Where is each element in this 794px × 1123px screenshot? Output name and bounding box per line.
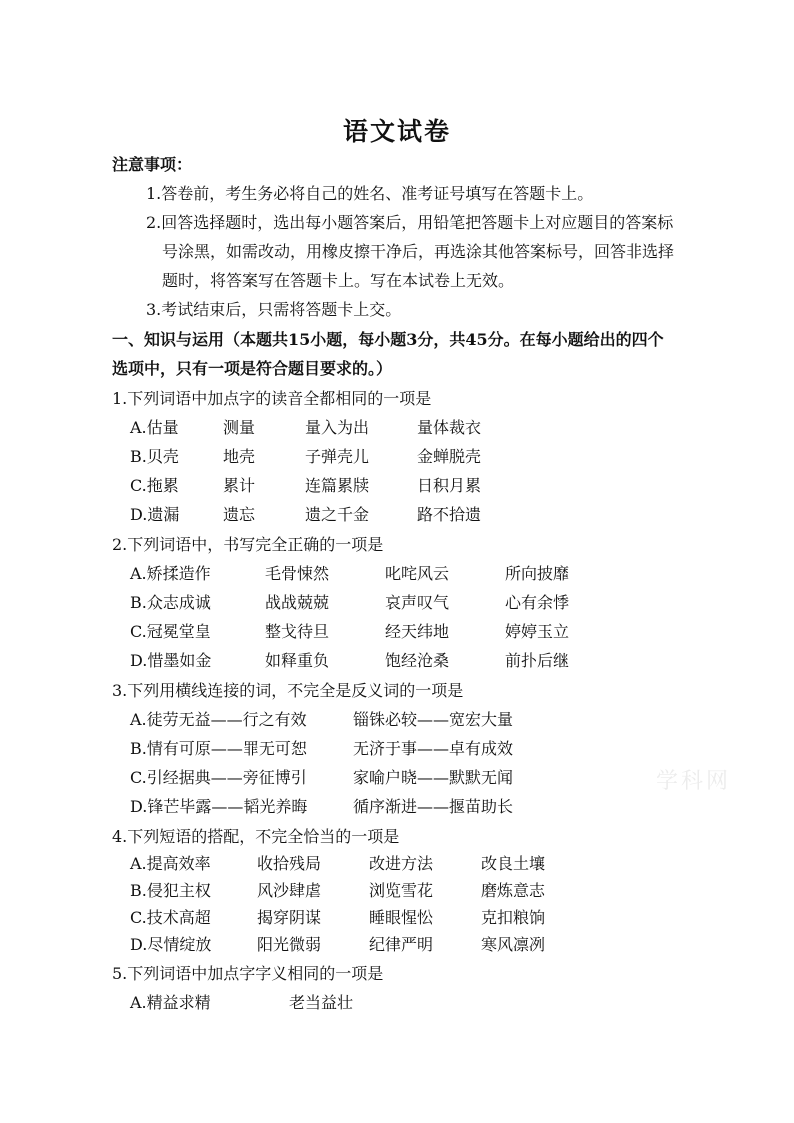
option-word: 地壳 [223,447,256,466]
option-pair: A.徒劳无益——行之有效 [130,710,307,729]
option-word: 浏览雪花 [369,881,434,900]
option-word: 饱经沧桑 [385,651,450,670]
option-word: D.惜墨如金 [130,651,212,670]
option-word: 战战兢兢 [265,593,330,612]
notice-item: 2.回答选择题时，选出每小题答案后，用铅笔把答题卡上对应题目的答案标 [146,213,674,232]
question-stem: 2.下列词语中，书写完全正确的一项是 [112,535,384,554]
question-stem: 5.下列词语中加点字字义相同的一项是 [112,964,384,983]
option-pair: 无济于事——卓有成效 [353,739,514,758]
option-word: 改良土壤 [481,854,546,873]
option-word: C.冠冕堂皇 [130,622,211,641]
option-pair: 家喻户晓——默默无闻 [353,768,514,787]
option-word: C.技术高超 [130,908,211,927]
option-word: 收拾残局 [257,854,322,873]
option-word: 量体裁衣 [417,418,482,437]
notice-heading: 注意事项： [112,155,193,174]
section-heading: 选项中，只有一项是符合题目要求的。） [112,359,393,378]
option-word: B.侵犯主权 [130,881,211,900]
exam-title: 语文试卷 [342,117,451,146]
option-word: 哀声叹气 [385,593,450,612]
option-word: 遗忘 [223,505,256,524]
notice-item: 题时，将答案写在答题卡上。写在本试卷上无效。 [162,271,515,290]
option-word: 量入为出 [305,418,370,437]
watermark: 学科网 [656,769,732,794]
option-word: D.尽情绽放 [130,935,212,954]
option-word: 整戈待旦 [265,622,330,641]
option-word: 睡眼惺忪 [369,908,434,927]
option-word: 叱咤风云 [385,564,450,583]
option-word: 心有余悸 [505,593,570,612]
option-word: 克扣粮饷 [481,908,546,927]
option-word: C.拖累 [130,476,179,495]
option-word: B.贝壳 [130,447,179,466]
option-word: 遗之千金 [305,505,370,524]
question-stem: 4.下列短语的搭配，不完全恰当的一项是 [112,827,400,846]
option-word: 老当益壮 [289,993,354,1012]
section-heading: 一、知识与运用（本题共15小题，每小题3分，共45分。在每小题给出的四个 [112,330,664,349]
option-pair: D.锋芒毕露——韬光养晦 [130,797,308,816]
notice-item: 1.答卷前，考生务必将自己的姓名、准考证号填写在答题卡上。 [146,184,594,203]
option-word: 子弹壳儿 [305,447,370,466]
option-word: A.矫揉造作 [130,564,211,583]
question-stem: 1.下列词语中加点字的读音全都相同的一项是 [112,389,432,408]
option-word: 累计 [223,476,256,495]
option-word: 路不拾遗 [417,505,482,524]
option-word: 如释重负 [265,651,330,670]
option-word: A.估量 [130,418,179,437]
option-word: 金蝉脱壳 [417,447,482,466]
option-pair: 循序渐进——揠苗助长 [353,797,514,816]
option-word: 连篇累牍 [305,476,370,495]
notice-item: 3.考试结束后，只需将答题卡上交。 [146,300,402,319]
option-word: B.众志成诚 [130,593,211,612]
option-word: 阳光微弱 [257,935,322,954]
option-word: 婷婷玉立 [505,622,570,641]
option-word: 测量 [223,418,256,437]
option-word: 经天纬地 [385,622,450,641]
option-word: 磨炼意志 [481,881,546,900]
option-word: A.精益求精 [130,993,211,1012]
option-word: D.遗漏 [130,505,180,524]
option-word: 寒风凛冽 [481,935,546,954]
option-word: 揭穿阴谋 [257,908,322,927]
notice-item: 号涂黑，如需改动，用橡皮擦干净后，再选涂其他答案标号，回答非选择 [162,242,675,261]
option-word: A.提高效率 [130,854,211,873]
option-pair: 锱铢必较——宽宏大量 [353,710,514,729]
option-pair: C.引经据典——旁征博引 [130,768,307,787]
option-word: 所向披靡 [505,564,570,583]
option-word: 前扑后继 [505,651,570,670]
option-word: 风沙肆虐 [257,881,322,900]
question-stem: 3.下列用横线连接的词，不完全是反义词的一项是 [112,681,464,700]
option-pair: B.情有可原——罪无可恕 [130,739,307,758]
option-word: 纪律严明 [369,935,434,954]
option-word: 日积月累 [417,476,482,495]
option-word: 毛骨悚然 [265,564,330,583]
option-word: 改进方法 [369,854,434,873]
